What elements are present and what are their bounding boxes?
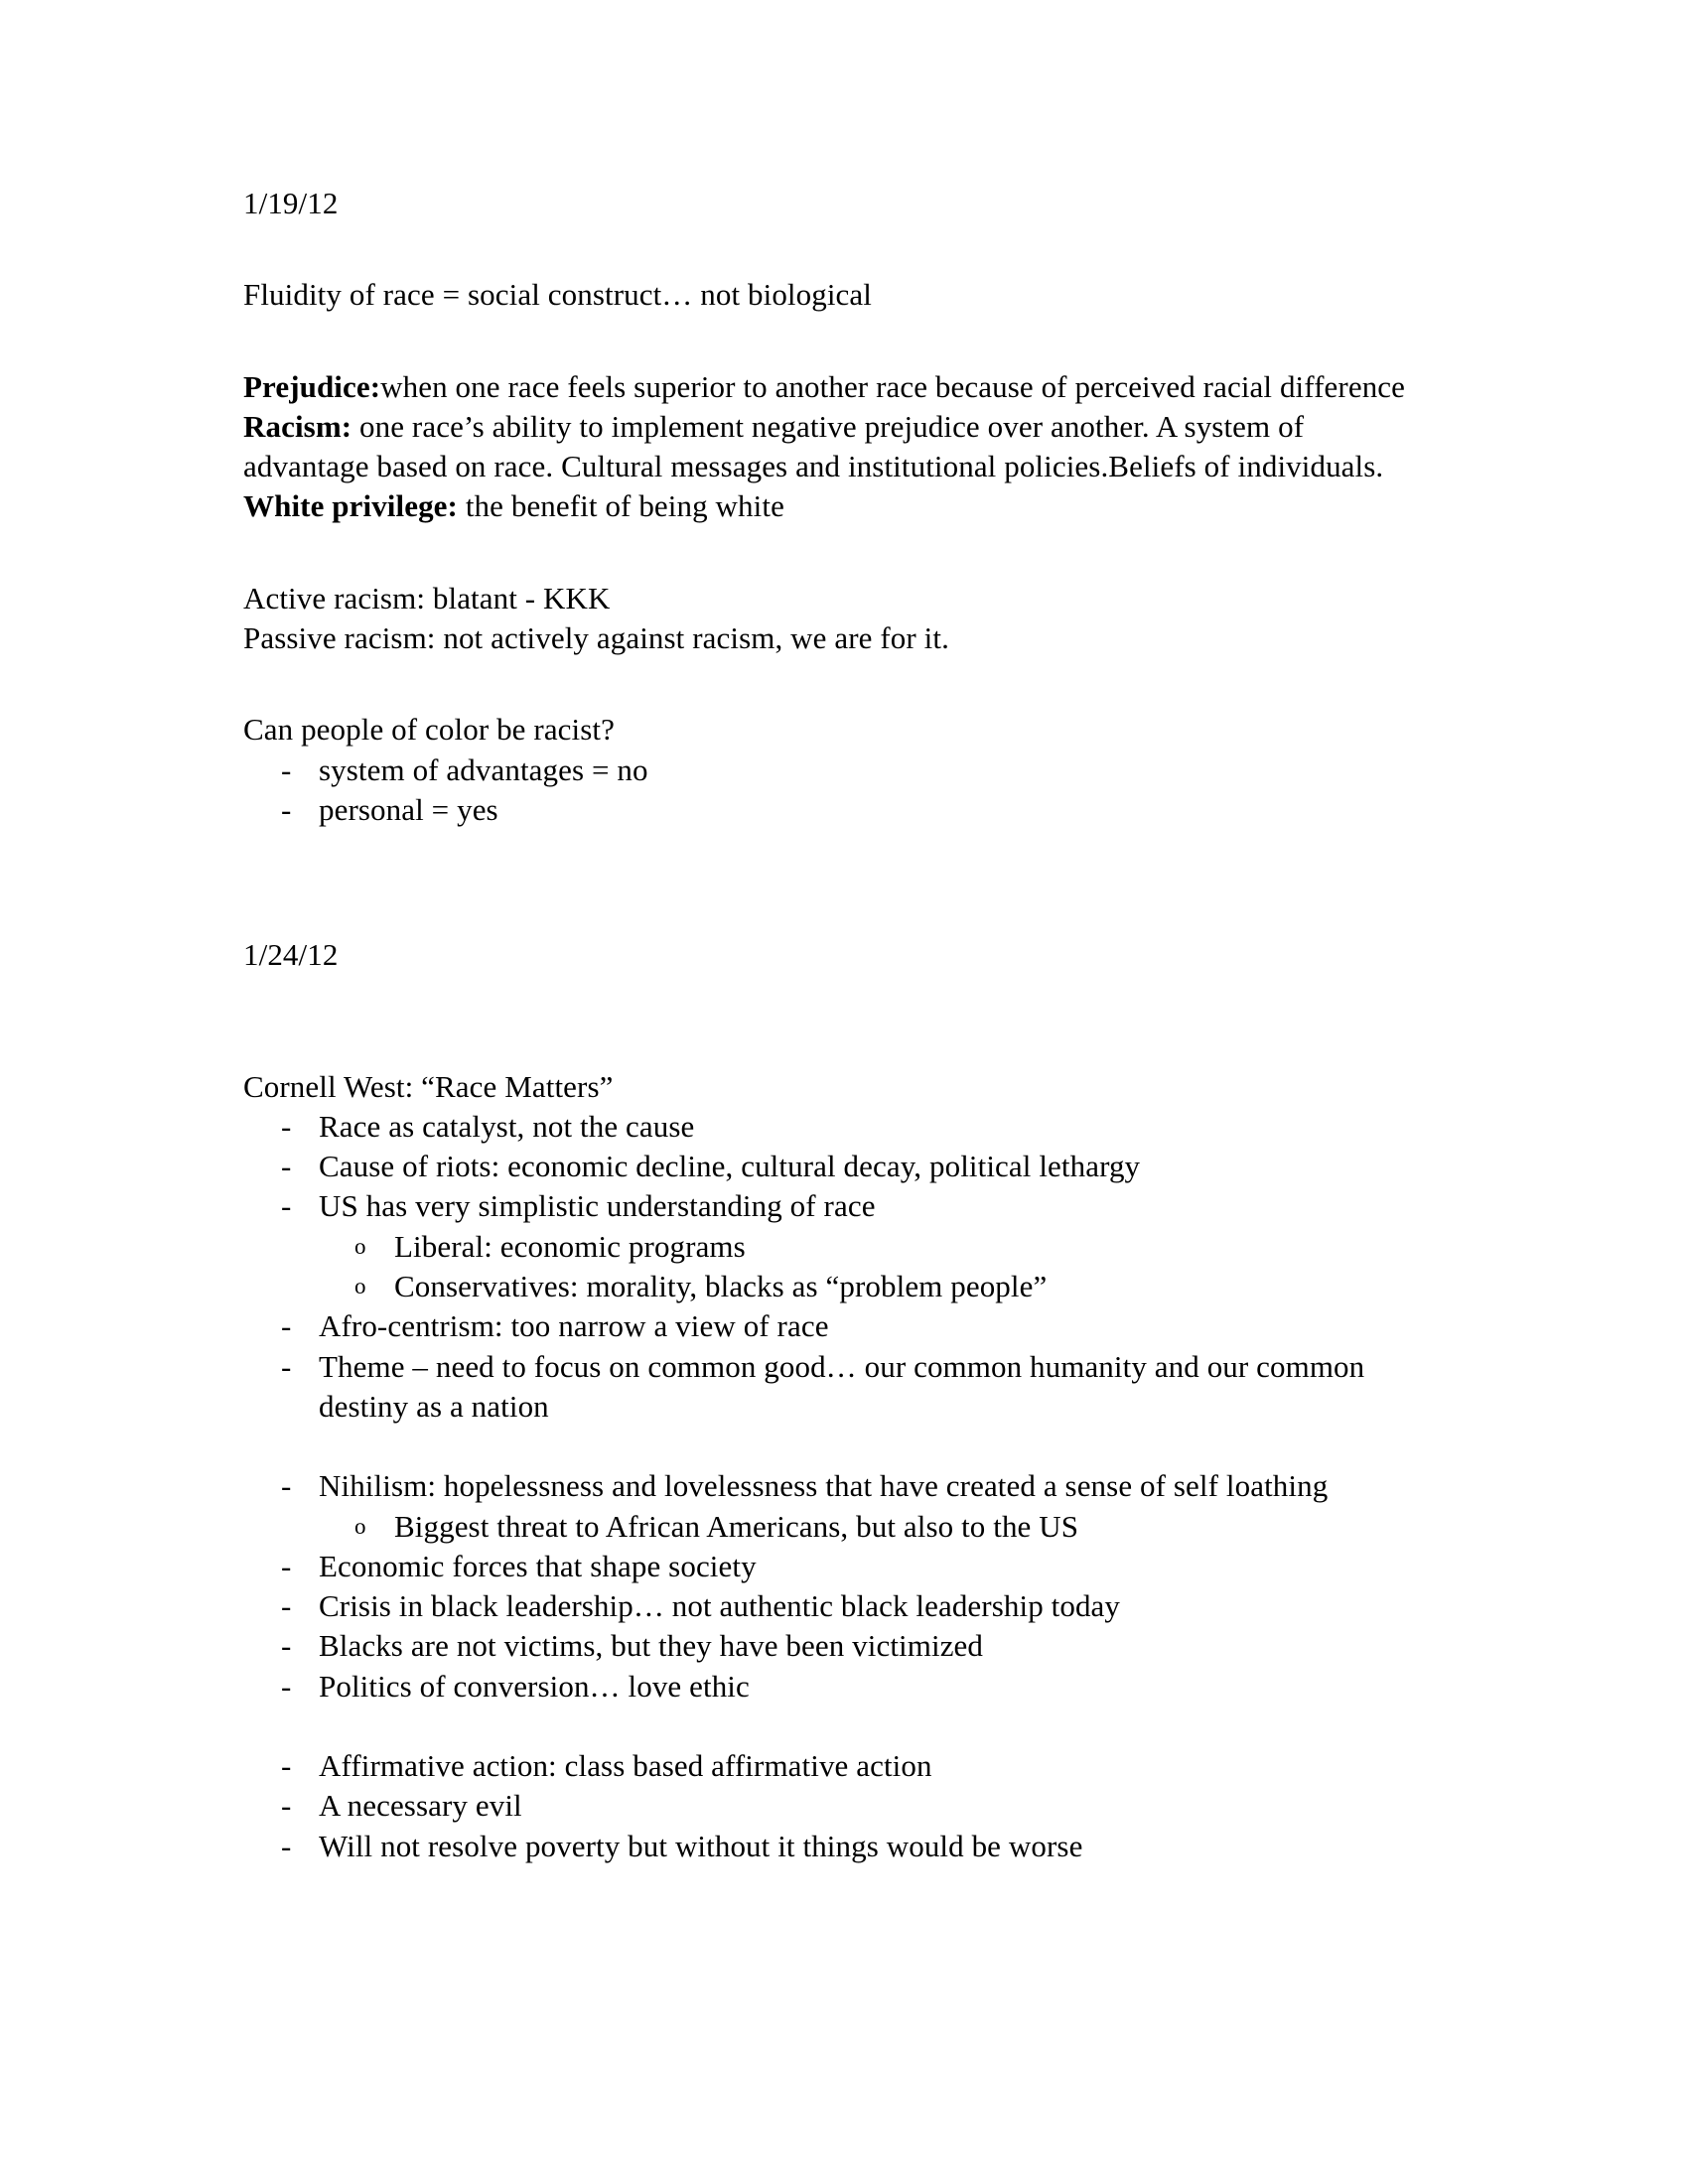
- dash-bullet-icon: -: [281, 1588, 292, 1624]
- list-item: [243, 1667, 1415, 1706]
- list-item-label: Afro-centrism: too narrow a view of race: [319, 1308, 829, 1344]
- dash-bullet-icon: -: [281, 1188, 292, 1224]
- definition-term-white-privilege: White privilege:: [243, 488, 458, 524]
- dash-bullet-icon: -: [281, 1828, 292, 1863]
- list-item-label: US has very simplistic understanding of race: [319, 1188, 876, 1224]
- sub-list-item: [319, 1267, 1415, 1306]
- definition-racism: [243, 407, 1415, 487]
- definition-white-privilege: [243, 486, 1415, 526]
- west-sub-list-nihilism: [319, 1507, 1415, 1547]
- list-item-label: Crisis in black leadership… not authentic black leadership today: [319, 1588, 1121, 1624]
- list-item-label: Economic forces that shape society: [319, 1548, 757, 1583]
- west-bullet-list-2: [243, 1466, 1415, 1706]
- question-line: Can people of color be racist?: [243, 712, 615, 748]
- list-item-label: Cause of riots: economic decline, cultural decay, political lethargy: [319, 1149, 1141, 1184]
- list-item-label: Theme – need to focus on common good… our common humanity and our common destiny as a nation: [319, 1348, 1365, 1424]
- dash-bullet-icon: -: [281, 1628, 292, 1664]
- list-item: [243, 1107, 1415, 1147]
- definition-body-prejudice: when one race feels superior to another race because of perceived racial difference: [380, 368, 1406, 404]
- list-item: [243, 1147, 1415, 1186]
- list-item-label: Nihilism: hopelessness and lovelessness that have created a sense of self loathing: [319, 1468, 1329, 1504]
- dash-bullet-icon: -: [281, 1788, 292, 1824]
- sub-list-item: [319, 1507, 1415, 1547]
- list-item-label: Politics of conversion… love ethic: [319, 1668, 750, 1704]
- dash-bullet-icon: -: [281, 1108, 292, 1144]
- dash-bullet-icon: -: [281, 1149, 292, 1184]
- section-date-1: 1/19/12: [243, 186, 339, 220]
- dash-bullet-icon: -: [281, 1548, 292, 1583]
- circle-bullet-icon: o: [354, 1233, 366, 1259]
- dash-bullet-icon: -: [281, 791, 292, 827]
- definition-body-white-privilege: the benefit of being white: [457, 488, 784, 524]
- list-item-label: Affirmative action: class based affirmative action: [319, 1748, 932, 1784]
- document-body: [243, 184, 1415, 1866]
- dash-bullet-icon: -: [281, 1668, 292, 1704]
- section-heading-cornell-west: Cornell West: “Race Matters”: [243, 1068, 614, 1104]
- passive-racism-line: Passive racism: not actively against racism, we are for it.: [243, 620, 949, 656]
- list-item-label: personal = yes: [319, 791, 498, 827]
- dash-bullet-icon: -: [281, 751, 292, 787]
- active-racism-line: Active racism: blatant - KKK: [243, 580, 611, 615]
- definition-term-racism: Racism:: [243, 408, 352, 444]
- sub-list-item-label: Biggest threat to African Americans, but also to the US: [394, 1508, 1079, 1544]
- list-item-label: A necessary evil: [319, 1788, 522, 1824]
- definition-prejudice: [243, 367, 1415, 407]
- dash-bullet-icon: -: [281, 1308, 292, 1344]
- list-item: [243, 1186, 1415, 1306]
- intro-line: Fluidity of race = social construct… not biological: [243, 277, 872, 313]
- definition-body-racism: one race’s ability to implement negative prejudice over another. A system of advantage based on race. Cultural messages and institutional policies.Beliefs of individuals.: [243, 408, 1384, 484]
- sub-list-item: [319, 1227, 1415, 1267]
- list-item-label: Blacks are not victims, but they have been victimized: [319, 1628, 984, 1664]
- definition-term-prejudice: Prejudice:: [243, 368, 381, 404]
- circle-bullet-icon: o: [354, 1274, 366, 1299]
- section-date-2: 1/24/12: [243, 937, 339, 973]
- list-item: [243, 1306, 1415, 1346]
- dash-bullet-icon: -: [281, 1748, 292, 1784]
- list-item-label: Will not resolve poverty but without it things would be worse: [319, 1828, 1083, 1863]
- question-answer-list: [243, 751, 1415, 831]
- list-item: [243, 1547, 1415, 1586]
- sub-list-item-label: Liberal: economic programs: [394, 1228, 746, 1264]
- list-item: [243, 1347, 1415, 1428]
- west-bullet-list-3: [243, 1746, 1415, 1866]
- dash-bullet-icon: -: [281, 1348, 292, 1384]
- list-item: [243, 1466, 1415, 1547]
- dash-bullet-icon: -: [281, 1468, 292, 1504]
- west-sub-list-understanding: [319, 1227, 1415, 1307]
- list-item: [243, 1746, 1415, 1786]
- list-item: [243, 1786, 1415, 1826]
- list-item: [243, 790, 1415, 830]
- sub-list-item-label: Conservatives: morality, blacks as “problem people”: [394, 1269, 1048, 1304]
- list-item: [243, 1586, 1415, 1626]
- list-item: [243, 1626, 1415, 1666]
- list-item-label: Race as catalyst, not the cause: [319, 1108, 695, 1144]
- list-item-label: system of advantages = no: [319, 751, 648, 787]
- list-item: [243, 1827, 1415, 1866]
- west-bullet-list-1: [243, 1107, 1415, 1427]
- list-item: [243, 751, 1415, 790]
- circle-bullet-icon: o: [354, 1513, 366, 1539]
